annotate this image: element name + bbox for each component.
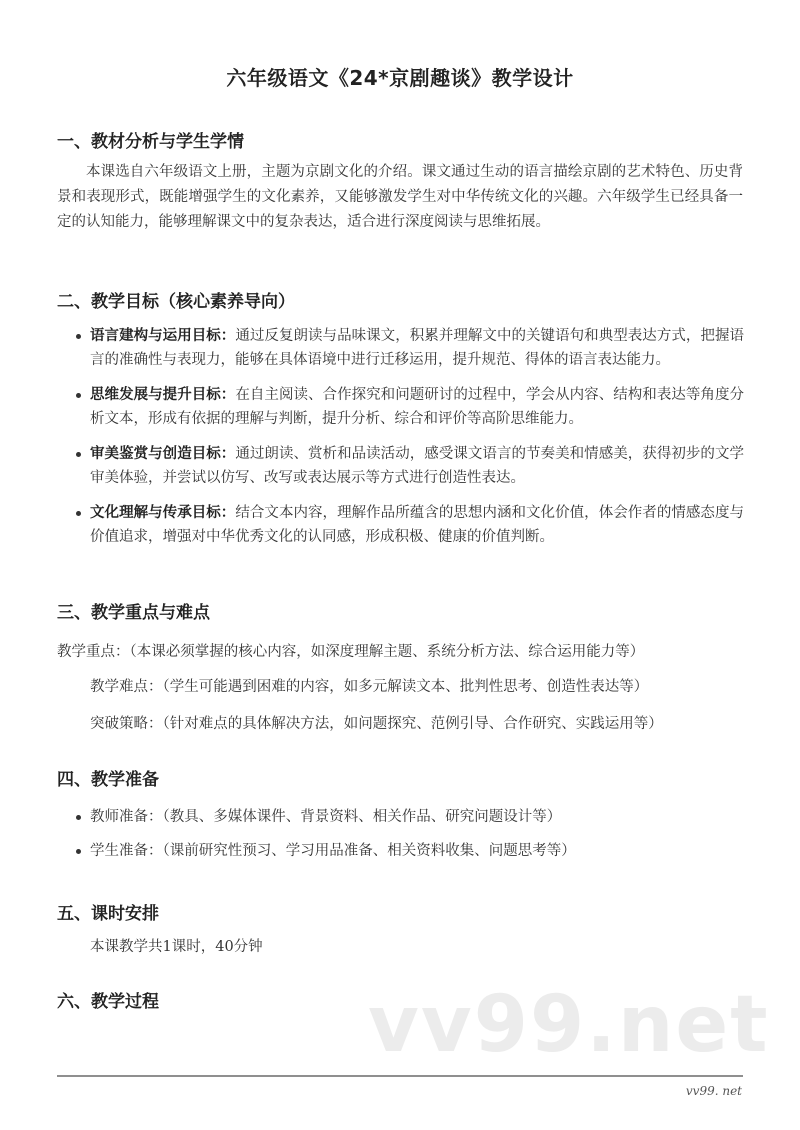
section-heading-3: 三、教学重点与难点 <box>57 603 210 623</box>
watermark: vv99.net <box>368 980 770 1070</box>
difficulties-line: 教学难点：（学生可能遇到困难的内容，如多元解读文本、批判性思考、创造性表达等） <box>90 679 649 695</box>
schedule-text: 本课教学共1课时，40分钟 <box>90 939 263 955</box>
preparation-list <box>74 805 744 874</box>
objective-label: 语言建构与运用目标： <box>90 328 236 344</box>
objective-text: 在自主阅读、合作探究和问题研讨的过程中，学会从内容、结构和表达等角度分析文本，形成有依据的理解与判断，提升分析、综合和评价等高阶思维能力。 <box>90 387 744 427</box>
objective-label: 审美鉴赏与创造目标： <box>90 446 236 462</box>
strategy-line: 突破策略：（针对难点的具体解决方法，如问题探究、范例引导、合作研究、实践运用等） <box>90 716 663 732</box>
document-title: 六年级语文《24*京剧趣谈》教学设计 <box>226 66 574 90</box>
section-heading-6: 六、教学过程 <box>57 992 159 1012</box>
objective-item <box>74 324 744 372</box>
objective-item <box>74 501 744 549</box>
objective-text: 结合文本内容，理解作品所蕴含的思想内涵和文化价值，体会作者的情感态度与价值追求，增强对中华优秀文化的认同感，形成积极、健康的价值判断。 <box>90 505 744 545</box>
objective-text: 通过反复朗读与品味课文，积累并理解文中的关键语句和典型表达方式，把握语言的准确性与表现力，能够在具体语境中进行迁移运用，提升规范、得体的语言表达能力。 <box>90 328 744 368</box>
footer-divider <box>57 1075 743 1077</box>
objectives-list <box>74 324 744 560</box>
objective-item <box>74 383 744 431</box>
objective-label: 思维发展与提升目标： <box>90 387 236 403</box>
objective-text: 通过朗读、赏析和品读活动，感受课文语言的节奏美和情感美，获得初步的文学审美体验，并尝试以仿写、改写或表达展示等方式进行创造性表达。 <box>90 446 744 486</box>
objective-item <box>74 442 744 490</box>
key-points-line: 教学重点：（本课必须掌握的核心内容，如深度理解主题、系统分析方法、综合运用能力等） <box>57 644 645 660</box>
section-1-paragraph: 本课选自六年级语文上册，主题为京剧文化的介绍。课文通过生动的语言描绘京剧的艺术特色、历史背景和表现形式，既能增强学生的文化素养，又能够激发学生对中华传统文化的兴趣。六年级学生已经具备一定的认知能力，能够理解课文中的复杂表达，适合进行深度阅读与思维拓展。 <box>57 164 743 230</box>
footer-site: vv99. net <box>685 1084 742 1098</box>
objective-label: 文化理解与传承目标： <box>90 505 236 521</box>
preparation-item-teacher: 教师准备：（教具、多媒体课件、背景资料、相关作品、研究问题设计等） <box>74 805 744 829</box>
section-heading-2: 二、教学目标（核心素养导向） <box>57 292 295 312</box>
section-heading-4: 四、教学准备 <box>57 770 159 790</box>
preparation-item-student: 学生准备：（课前研究性预习、学习用品准备、相关资料收集、问题思考等） <box>74 839 744 863</box>
section-heading-1: 一、教材分析与学生学情 <box>57 132 244 152</box>
section-heading-5: 五、课时安排 <box>57 904 159 924</box>
